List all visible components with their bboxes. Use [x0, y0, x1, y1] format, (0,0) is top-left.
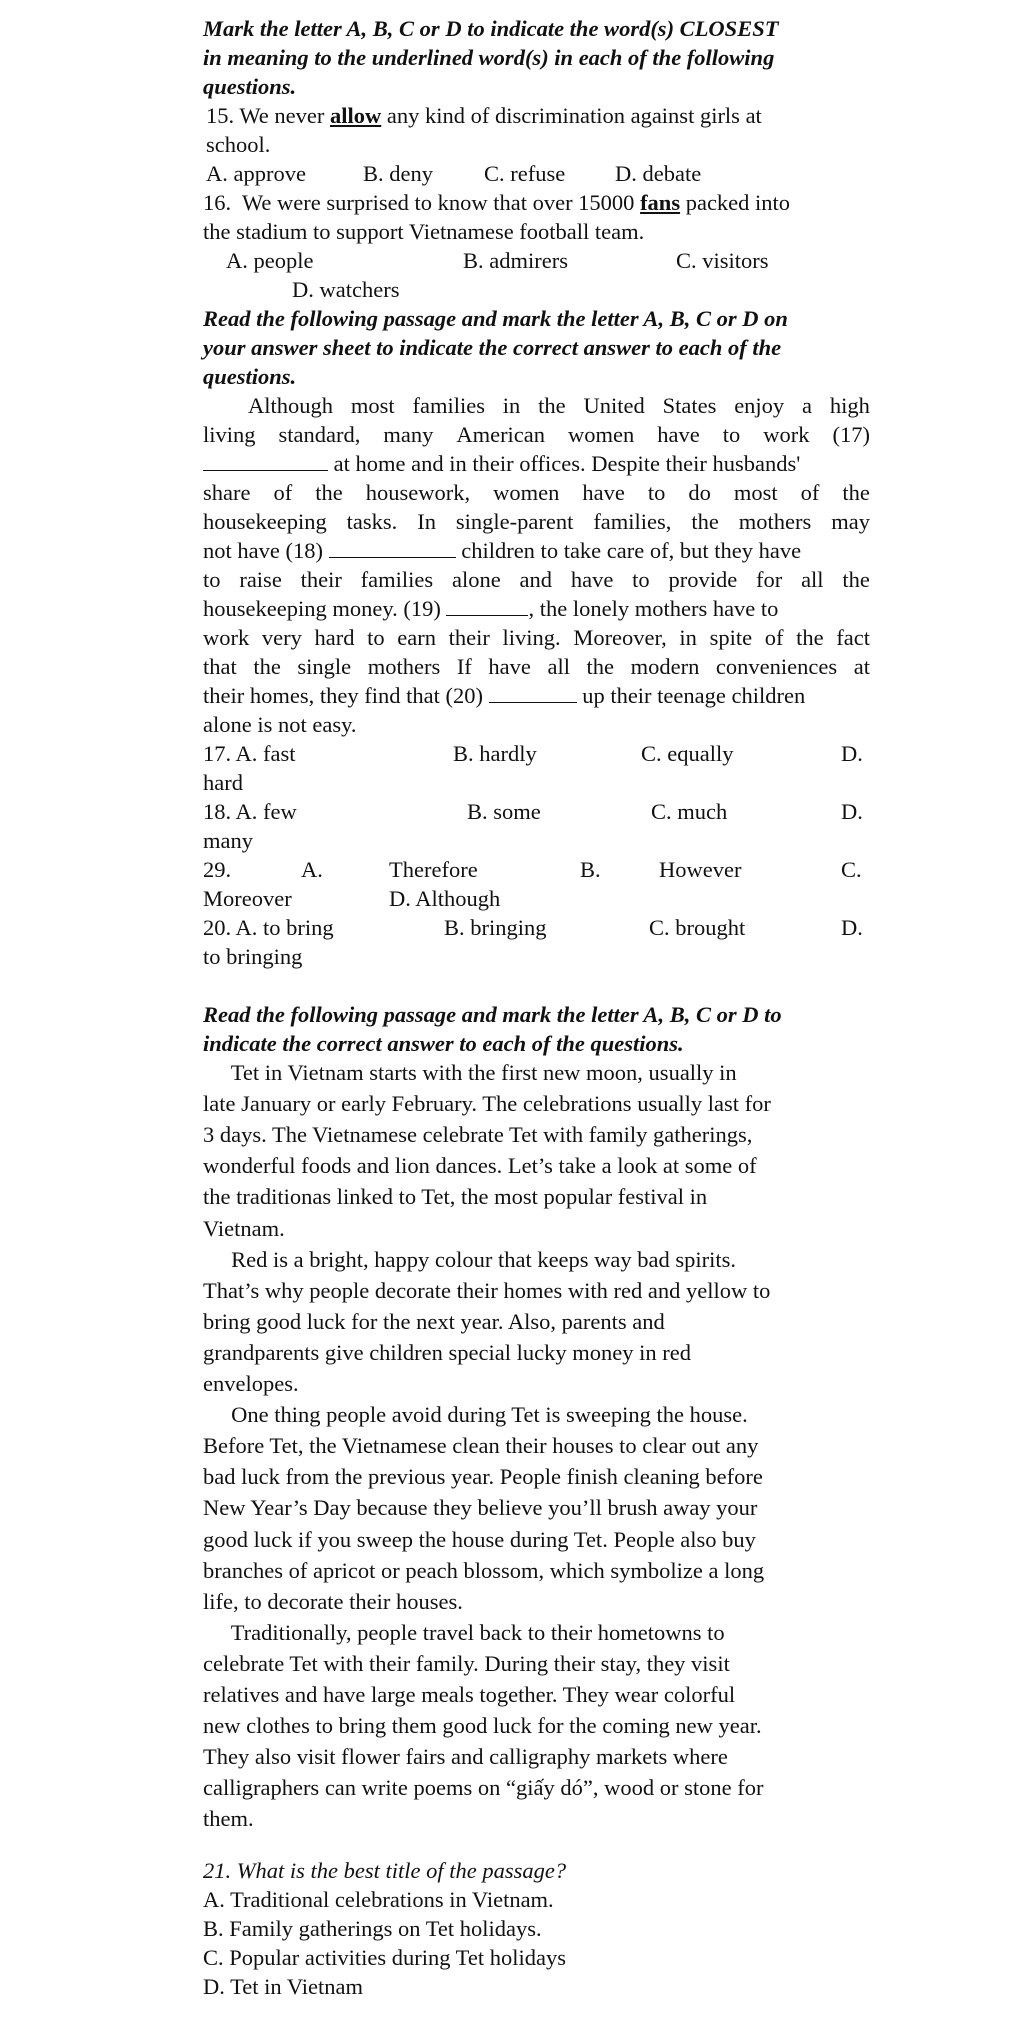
- passage-word: United: [583, 393, 645, 418]
- question-18-option-d: D.: [841, 799, 863, 824]
- passage-word: to: [203, 567, 221, 592]
- passage-word: If: [456, 654, 472, 679]
- question-16-underlined-word: fans: [640, 190, 681, 215]
- answer-blank-17[interactable]: [203, 452, 328, 471]
- passage-word: their: [300, 567, 342, 592]
- passage-word: Moreover,: [573, 625, 667, 650]
- passage-word: to: [632, 567, 650, 592]
- passage1-line: [248, 391, 870, 420]
- passage2-line: bad luck from the previous year. People finish cleaning before: [203, 1464, 763, 1490]
- passage2-line: envelopes.: [203, 1371, 299, 1396]
- passage-word: conveniences: [715, 654, 838, 679]
- passage-word: the: [691, 509, 719, 534]
- passage-word: raise: [239, 567, 282, 592]
- passage-word: housekeeping: [203, 509, 327, 534]
- passage-word: high: [829, 393, 870, 418]
- question-16-continuation: the stadium to support Vietnamese football team.: [203, 219, 645, 244]
- passage2-line: late January or early February. The celebrations usually last for: [203, 1091, 771, 1117]
- passage-word: living.: [502, 625, 561, 650]
- passage-word: fact: [836, 625, 870, 650]
- passage-word: single-parent: [455, 509, 574, 534]
- passage-word: mothers: [367, 654, 441, 679]
- passage2-line: Traditionally, people travel back to their hometowns to: [203, 1619, 725, 1645]
- answer-blank-20[interactable]: [489, 684, 577, 703]
- passage-word: have: [570, 567, 614, 592]
- passage2-line: relatives and have large meals together. They wear colorful: [203, 1682, 736, 1707]
- passage-word: very: [261, 625, 302, 650]
- question-17-option-b: B. hardly: [453, 741, 537, 766]
- passage1-line-text: up their teenage children: [576, 683, 806, 708]
- passage-word: to: [367, 625, 385, 650]
- passage-word: in: [502, 393, 521, 418]
- question-21: 21. What is the best title of the passage?: [203, 1858, 567, 1883]
- question-18-option-c: C. much: [651, 799, 728, 824]
- passage-word: at: [853, 654, 870, 679]
- question-18-option-a: 18. A. few: [203, 799, 297, 824]
- question-18-option-d-text: many: [203, 828, 253, 853]
- passage2-line: New Year’s Day because they believe you’ll brush away your: [203, 1495, 758, 1521]
- question-20-option-d-text: to bringing: [203, 944, 303, 969]
- question-20-option-b: B. bringing: [444, 915, 547, 940]
- question-16-option-a: A. people: [226, 248, 314, 273]
- passage2-line: the traditionas linked to Tet, the most popular festival in: [203, 1184, 708, 1210]
- passage2-line: good luck if you sweep the house during Tet. People also buy: [203, 1526, 756, 1552]
- passage-word: the: [315, 480, 343, 505]
- passage-word: share: [203, 480, 251, 505]
- passage-word: earn: [397, 625, 437, 650]
- passage-word: the: [253, 654, 281, 679]
- question-21-option-c: C. Popular activities during Tet holidays: [203, 1945, 566, 1970]
- passage2-line: wonderful foods and lion dances. Let’s take a look at some of: [203, 1153, 757, 1179]
- passage-word: most: [733, 480, 778, 505]
- passage-word: spite: [709, 625, 753, 650]
- question-17-option-a: 17. A. fast: [203, 741, 296, 766]
- question-21-option-b: B. Family gatherings on Tet holidays.: [203, 1916, 542, 1941]
- passage-word: families: [412, 393, 485, 418]
- passage-word: of: [800, 480, 820, 505]
- question-16-option-d: D. watchers: [292, 277, 400, 302]
- passage-word: work: [763, 422, 810, 447]
- section3-instruction-line: Read the following passage and mark the letter A, B, C or D to: [203, 1002, 782, 1027]
- question-16-option-b: B. admirers: [463, 248, 568, 273]
- question-15: [206, 101, 762, 130]
- passage-word: the: [586, 654, 615, 679]
- passage2-line: them.: [203, 1806, 254, 1832]
- passage2-line: new clothes to bring them good luck for the coming new year.: [203, 1713, 762, 1739]
- question-19-option-d: D. Although: [389, 886, 501, 911]
- question-19-option-c-text: Moreover: [203, 886, 292, 911]
- passage2-line: Before Tet, the Vietnamese clean their houses to clear out any: [203, 1433, 759, 1459]
- section3-instruction-line: indicate the correct answer to each of the questions.: [203, 1031, 684, 1056]
- passage-word: all: [801, 567, 824, 592]
- passage-word: women: [493, 480, 560, 505]
- passage2-line: They also visit flower fairs and calligraphy markets where: [203, 1744, 728, 1770]
- passage-word: modern: [630, 654, 700, 679]
- question-19-option-c-letter: C.: [841, 857, 862, 882]
- passage1-line-text: , the lonely mothers have to: [528, 596, 779, 621]
- question-16-text-pre: 16. We were surprised to know that over 15000: [203, 190, 641, 215]
- passage2-line: One thing people avoid during Tet is sweeping the house.: [203, 1402, 748, 1428]
- question-15-continuation: school.: [206, 132, 271, 157]
- passage-word: to: [722, 422, 741, 447]
- question-20-option-a: 20. A. to bring: [203, 915, 334, 940]
- passage2-line: bring good luck for the next year. Also, parents and: [203, 1308, 665, 1334]
- passage2-line: Vietnam.: [203, 1215, 285, 1241]
- passage-word: Although: [248, 393, 334, 418]
- passage1-line: [203, 478, 870, 507]
- passage-word: enjoy: [734, 393, 785, 418]
- passage1-line: [203, 652, 870, 681]
- question-16: [203, 188, 790, 217]
- passage1-line: [203, 681, 805, 710]
- passage-word: all: [547, 654, 570, 679]
- passage1-line: [203, 536, 801, 565]
- passage2-line: Red is a bright, happy colour that keeps way bad spirits.: [203, 1246, 737, 1272]
- passage2-line: grandparents give children special lucky money in red: [203, 1339, 691, 1365]
- passage-word: the: [796, 625, 824, 650]
- answer-blank-18[interactable]: [329, 539, 456, 558]
- passage-word: tasks.: [346, 509, 398, 534]
- question-19-option-a-text: Therefore: [389, 857, 478, 882]
- section2-instruction-line: Read the following passage and mark the letter A, B, C or D on: [203, 306, 788, 331]
- section2-instruction-line: your answer sheet to indicate the correct answer to each of the: [203, 335, 782, 360]
- passage-word: mothers: [738, 509, 812, 534]
- passage-word: have: [657, 422, 700, 447]
- passage-word: the: [842, 567, 870, 592]
- question-19-option-b-text: However: [659, 857, 742, 882]
- section1-instruction-line: questions.: [203, 74, 297, 99]
- question-15-underlined-word: allow: [329, 103, 382, 128]
- question-16-option-c: C. visitors: [676, 248, 769, 273]
- question-17-option-d: D.: [841, 741, 863, 766]
- question-19-option-a-letter: A.: [301, 857, 323, 882]
- passage-word: States: [662, 393, 717, 418]
- passage-word: may: [831, 509, 870, 534]
- passage-word: their: [448, 625, 490, 650]
- section1-instruction-line: in meaning to the underlined word(s) in each of the following: [203, 45, 775, 70]
- passage-word: American: [456, 422, 546, 447]
- passage1-line: [203, 420, 870, 449]
- passage1-line: alone is not easy.: [203, 712, 357, 737]
- question-15-option-c: C. refuse: [484, 161, 566, 186]
- passage-word: standard,: [278, 422, 361, 447]
- question-18-option-b: B. some: [467, 799, 541, 824]
- passage-word: women: [568, 422, 635, 447]
- passage-word: have: [488, 654, 531, 679]
- question-17-option-c: C. equally: [641, 741, 734, 766]
- passage2-line: celebrate Tet with their family. During their stay, they visit: [203, 1650, 730, 1676]
- passage-word: provide: [668, 567, 738, 592]
- question-16-text-post: packed into: [680, 190, 791, 215]
- passage-word: of: [273, 480, 293, 505]
- question-19-number: 29.: [203, 857, 232, 882]
- passage1-line-text: housekeeping money. (19): [203, 596, 447, 621]
- passage1-line-text: at home and in their offices. Despite their husbands': [328, 451, 801, 476]
- question-19-option-b-letter: B.: [580, 857, 601, 882]
- passage1-line: [203, 565, 870, 594]
- question-15-option-b: B. deny: [363, 161, 433, 186]
- question-15-text-pre: 15. We never: [206, 103, 330, 128]
- passage-word: a: [802, 393, 813, 418]
- passage-word: single: [297, 654, 352, 679]
- passage1-line: [203, 594, 778, 623]
- passage-word: families: [360, 567, 434, 592]
- passage-word: for: [756, 567, 783, 592]
- answer-blank-19[interactable]: [446, 597, 528, 616]
- question-15-text-post: any kind of discrimination against girls at: [381, 103, 762, 128]
- passage-word: have: [582, 480, 625, 505]
- passage2-line: calligraphers can write poems on “giấy dó”, wood or stone for: [203, 1775, 764, 1801]
- passage-word: to: [647, 480, 666, 505]
- passage1-line: [203, 623, 870, 652]
- question-20-option-d: D.: [841, 915, 863, 940]
- passage-word: do: [688, 480, 711, 505]
- question-15-option-d: D. debate: [615, 161, 702, 186]
- passage2-line: 3 days. The Vietnamese celebrate Tet with family gatherings,: [203, 1122, 753, 1148]
- passage1-line-text: children to take care of, but they have: [455, 538, 802, 563]
- question-21-option-d: D. Tet in Vietnam: [203, 1974, 363, 1999]
- question-20-option-c: C. brought: [649, 915, 746, 940]
- passage-word: most: [350, 393, 395, 418]
- passage-word: housework,: [365, 480, 471, 505]
- passage-word: the: [842, 480, 870, 505]
- question-21-option-a: A. Traditional celebrations in Vietnam.: [203, 1887, 554, 1912]
- passage2-line: branches of apricot or peach blossom, which symbolize a long: [203, 1557, 765, 1583]
- passage-word: many: [383, 422, 434, 447]
- passage-word: that: [203, 654, 237, 679]
- passage-word: in: [679, 625, 697, 650]
- section2-instruction-line: questions.: [203, 364, 297, 389]
- passage2-line: That’s why people decorate their homes with red and yellow to: [203, 1277, 771, 1303]
- passage1-line-text: not have (18): [203, 538, 329, 563]
- passage2-line: life, to decorate their houses.: [203, 1588, 463, 1614]
- passage-word: (17): [832, 422, 870, 447]
- passage-word: work: [203, 625, 250, 650]
- passage-word: alone: [451, 567, 501, 592]
- passage1-line-text: their homes, they find that (20): [203, 683, 489, 708]
- passage1-line: [203, 507, 870, 536]
- section1-instruction-line: Mark the letter A, B, C or D to indicate the word(s) CLOSEST: [203, 16, 779, 41]
- passage-word: In: [417, 509, 436, 534]
- passage-word: and: [519, 567, 553, 592]
- question-15-option-a: A. approve: [206, 161, 306, 186]
- question-17-option-d-text: hard: [203, 770, 243, 795]
- passage-word: hard: [314, 625, 355, 650]
- passage1-line: [203, 449, 800, 478]
- passage-word: the: [538, 393, 566, 418]
- passage-word: families,: [593, 509, 672, 534]
- passage-word: of: [764, 625, 784, 650]
- passage2-line: Tet in Vietnam starts with the first new moon, usually in: [203, 1060, 737, 1085]
- passage-word: living: [203, 422, 256, 447]
